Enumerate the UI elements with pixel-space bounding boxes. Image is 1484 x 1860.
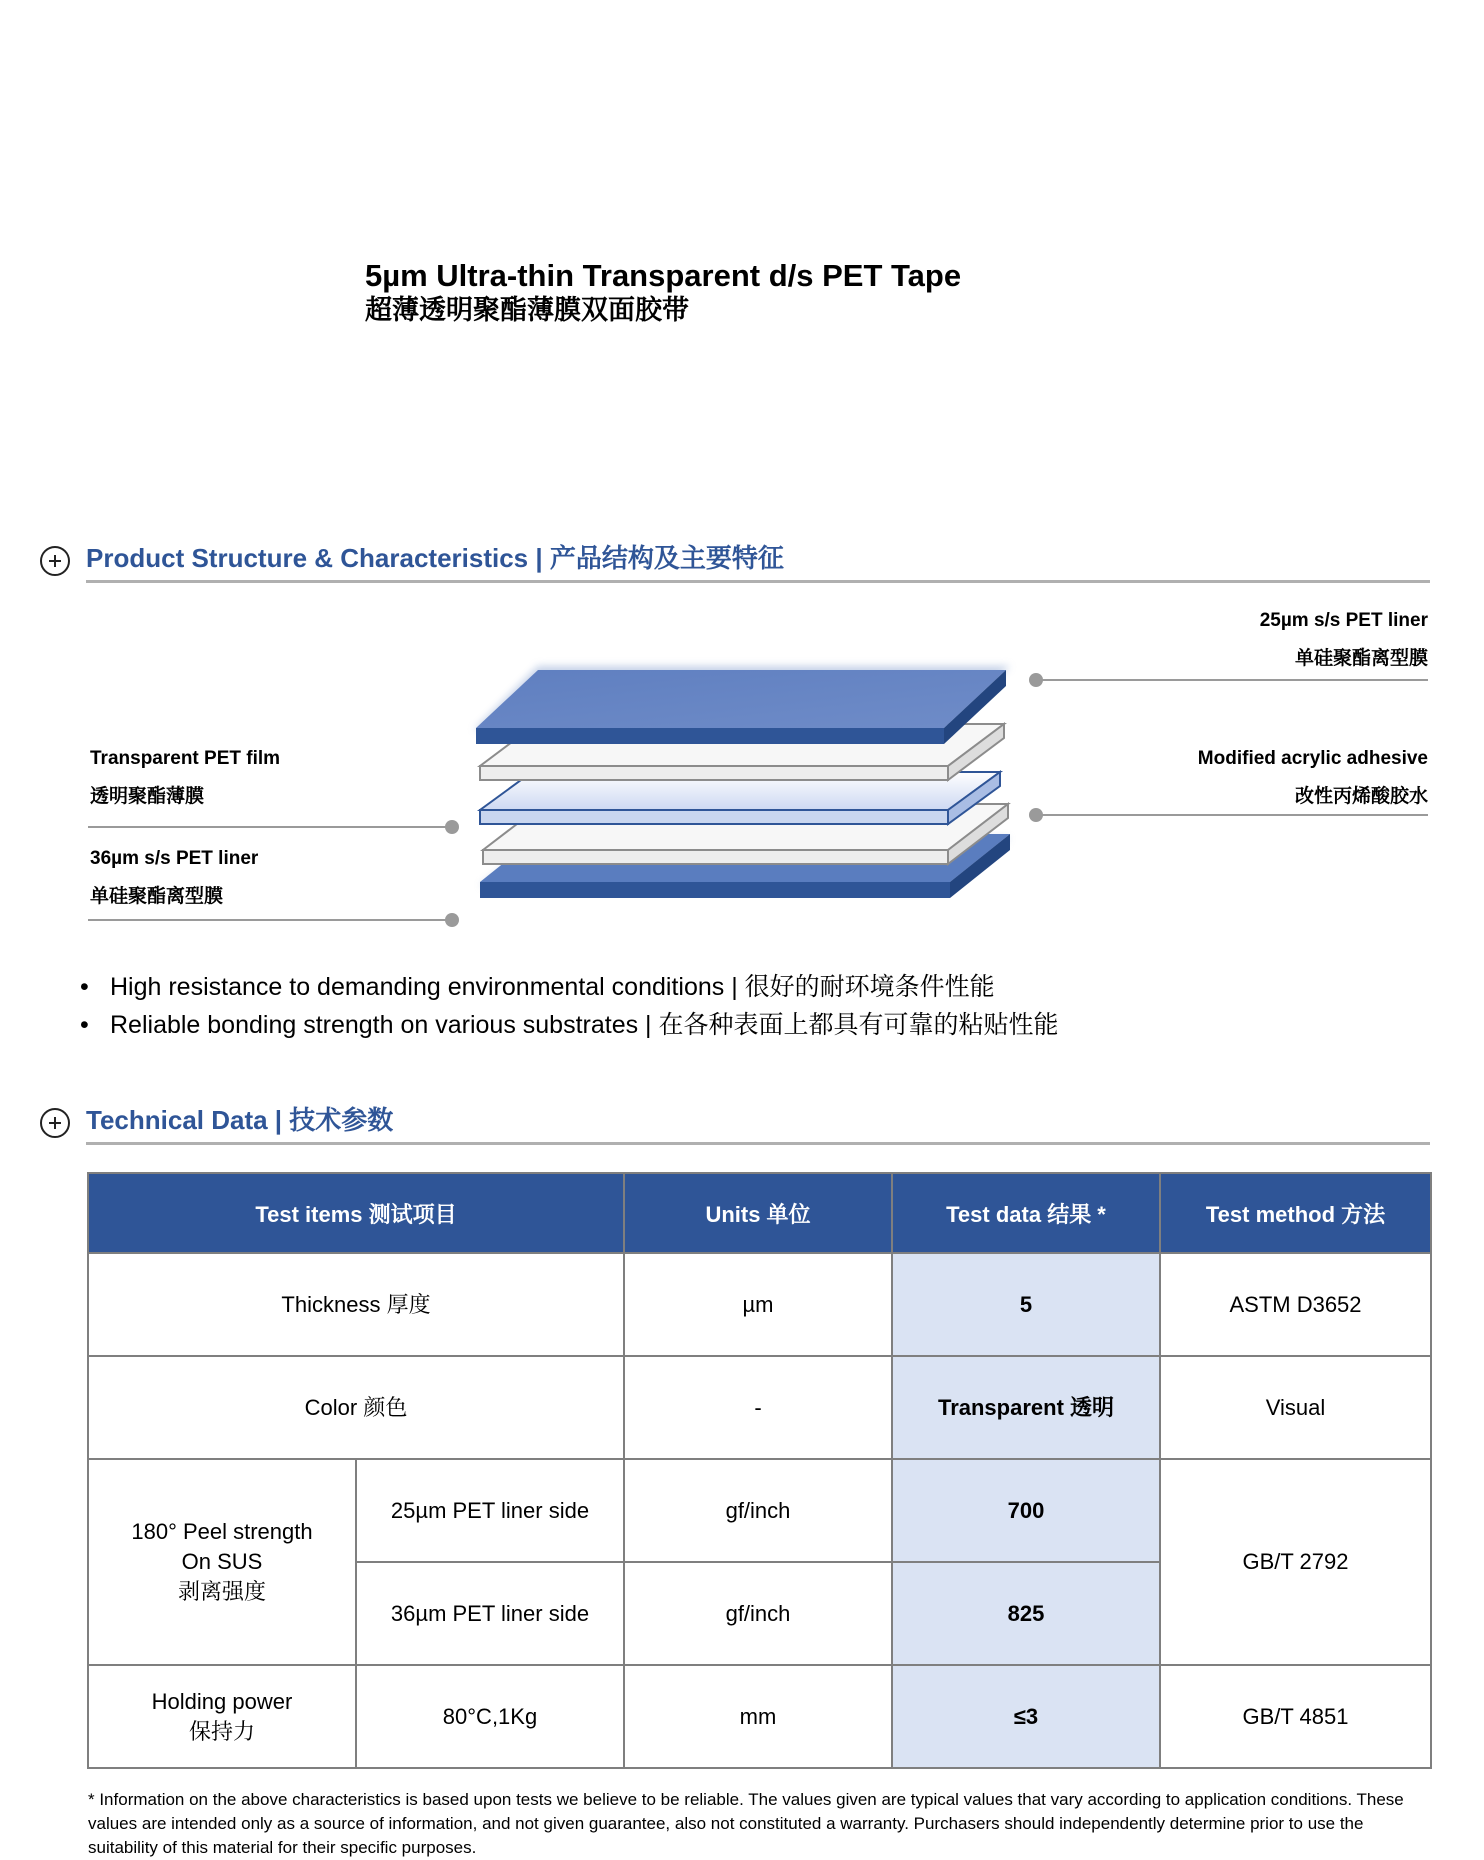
header-test-method: Test method 方法 bbox=[1160, 1173, 1431, 1253]
callout-text-cn: 单硅聚酯离型膜 bbox=[90, 886, 224, 907]
top-liner-layer bbox=[474, 666, 1010, 744]
cell-method: Visual bbox=[1160, 1356, 1431, 1459]
callout-adhesive bbox=[1198, 740, 1428, 816]
cell-unit: gf/inch bbox=[624, 1459, 892, 1562]
cell-item bbox=[88, 1459, 356, 1665]
structure-heading: Product Structure & Characteristics | 产品结构及主要特征 bbox=[86, 543, 784, 573]
cell-item-line: Holding power bbox=[151, 1688, 293, 1714]
cell-item-line: 剥离强度 bbox=[177, 1579, 266, 1604]
characteristics-list bbox=[80, 968, 1059, 1044]
list-item: • High resistance to demanding environmental conditions | 很好的耐环境条件性能 bbox=[80, 968, 1059, 1006]
cell-unit: - bbox=[624, 1356, 892, 1459]
cell-subitem: 80°C,1Kg bbox=[356, 1665, 624, 1768]
cell-value: Transparent 透明 bbox=[892, 1356, 1160, 1459]
product-title-cn: 超薄透明聚酯薄膜双面胶带 bbox=[365, 295, 689, 325]
cell-item-line: 180° Peel strength bbox=[131, 1519, 313, 1544]
header-units: Units 单位 bbox=[624, 1173, 892, 1253]
title-block bbox=[365, 258, 961, 326]
table-header-row bbox=[88, 1173, 1431, 1253]
cell-unit: µm bbox=[624, 1253, 892, 1356]
header-test-items: Test items 测试项目 bbox=[88, 1173, 624, 1253]
callout-top-liner bbox=[1260, 602, 1428, 678]
section-divider bbox=[86, 1142, 1430, 1145]
callout-text-en: Transparent PET film bbox=[90, 748, 281, 769]
callout-text-cn: 改性丙烯酸胶水 bbox=[1294, 786, 1428, 807]
table-row bbox=[88, 1665, 1431, 1768]
section-divider bbox=[86, 580, 1430, 583]
plus-circle-icon bbox=[40, 1108, 70, 1138]
technical-data-table bbox=[87, 1172, 1432, 1769]
callout-text-en: Modified acrylic adhesive bbox=[1197, 748, 1428, 769]
table-row bbox=[88, 1356, 1431, 1459]
header-test-data: Test data 结果 * bbox=[892, 1173, 1160, 1253]
cell-method: GB/T 4851 bbox=[1160, 1665, 1431, 1768]
callout-text-cn: 透明聚酯薄膜 bbox=[90, 786, 205, 807]
layer-structure-diagram bbox=[0, 600, 1484, 940]
cell-unit: gf/inch bbox=[624, 1562, 892, 1665]
callout-text-en: 36µm s/s PET liner bbox=[90, 848, 259, 869]
callout-pet-film bbox=[90, 740, 280, 816]
cell-value: 700 bbox=[892, 1459, 1160, 1562]
cell-value: 5 bbox=[892, 1253, 1160, 1356]
table-row bbox=[88, 1459, 1431, 1562]
cell-value: 825 bbox=[892, 1562, 1160, 1665]
plus-circle-icon bbox=[40, 546, 70, 576]
list-item: • Reliable bonding strength on various substrates | 在各种表面上都具有可靠的粘贴性能 bbox=[80, 1006, 1059, 1044]
callout-text-en: 25µm s/s PET liner bbox=[1259, 610, 1428, 631]
cell-item bbox=[88, 1665, 356, 1768]
cell-subitem: 25µm PET liner side bbox=[356, 1459, 624, 1562]
callout-bottom-liner bbox=[90, 840, 258, 916]
table-row bbox=[88, 1253, 1431, 1356]
cell-method: ASTM D3652 bbox=[1160, 1253, 1431, 1356]
cell-item-line: On SUS bbox=[181, 1549, 263, 1574]
technical-heading: Technical Data | 技术参数 bbox=[86, 1105, 394, 1135]
cell-item: Color 颜色 bbox=[88, 1356, 624, 1459]
disclaimer-footnote: * Information on the above characteristics is based upon tests we believe to be reliable. The values given are typical values that vary according to application conditions. These values are intended only as a source of information, and not given guarantee, also not constituted a warranty. Purchasers should independently determine prior to use the suitability of this material for their specific purposes. bbox=[88, 1790, 1404, 1857]
cell-unit: mm bbox=[624, 1665, 892, 1768]
cell-item: Thickness 厚度 bbox=[88, 1253, 624, 1356]
product-title: 5µm Ultra-thin Transparent d/s PET Tape bbox=[365, 258, 962, 293]
cell-method: GB/T 2792 bbox=[1160, 1459, 1431, 1665]
cell-subitem: 36µm PET liner side bbox=[356, 1562, 624, 1665]
cell-value: ≤3 bbox=[892, 1665, 1160, 1768]
cell-item-line: 保持力 bbox=[188, 1718, 255, 1744]
callout-text-cn: 单硅聚酯离型膜 bbox=[1294, 648, 1428, 669]
